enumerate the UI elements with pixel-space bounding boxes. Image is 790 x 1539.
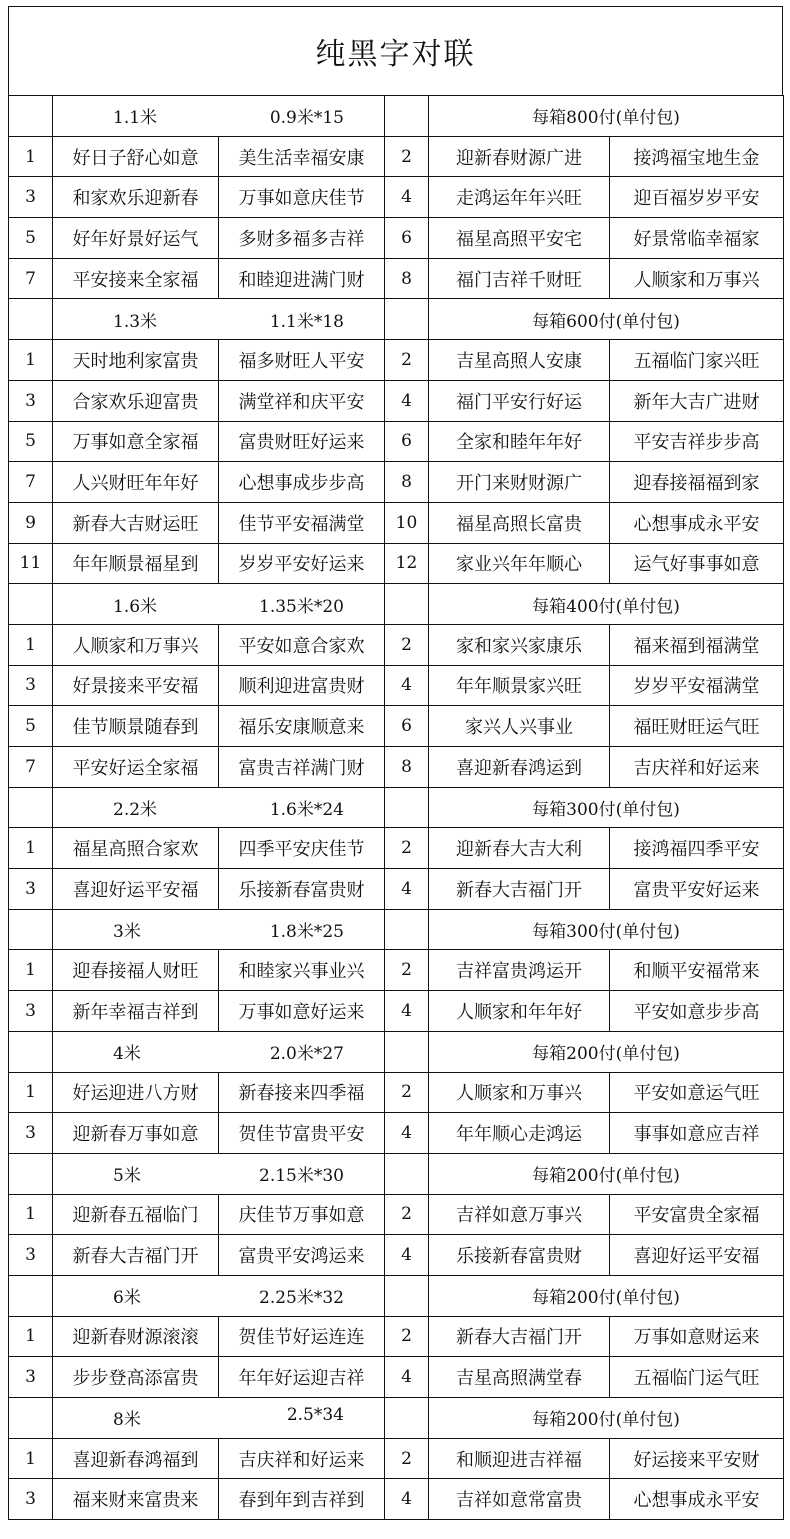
couplet-line-b: 平安如意运气旺 [610,1072,784,1113]
empty-cell [385,1275,429,1316]
group-dims: 1.35米*20 [259,596,344,617]
group-header-row [9,96,784,137]
group-dims: 0.9米*15 [269,108,344,129]
item-number: 3 [9,1113,53,1154]
group-size-pair [53,1405,384,1430]
empty-cell [385,584,429,625]
item-number: 2 [385,1072,429,1113]
empty-cell [9,1031,53,1072]
couplet-line-b: 心想事成永平安 [610,502,784,543]
couplet-row [9,1357,784,1398]
item-number: 3 [9,1357,53,1398]
empty-cell [9,909,53,950]
group-header-row [9,299,784,340]
item-number: 7 [9,747,53,788]
couplet-line-a: 福星高照平安宅 [429,218,610,259]
couplet-line-a: 福门吉祥千财旺 [429,258,610,299]
group-size: 8米 [113,1410,141,1431]
couplet-line-a: 喜迎好运平安福 [53,869,219,910]
couplet-line-b: 平安如意合家欢 [219,624,385,665]
item-number: 1 [9,1438,53,1479]
group-size-cell [53,909,385,950]
couplet-row [9,1438,784,1479]
item-number: 4 [385,380,429,421]
couplet-row [9,747,784,788]
group-packing: 每箱800付(单付包) [429,96,784,137]
couplet-line-a: 新春大吉福门开 [429,1316,610,1357]
group-size-cell [53,1275,385,1316]
couplet-row [9,543,784,584]
empty-cell [385,96,429,137]
couplet-line-a: 人顺家和万事兴 [429,1072,610,1113]
item-number: 1 [9,136,53,177]
group-header-row [9,787,784,828]
couplet-line-b: 富贵财旺好运来 [219,421,385,462]
item-number: 5 [9,421,53,462]
group-packing: 每箱200付(单付包) [429,1398,784,1439]
couplet-row [9,136,784,177]
group-header-row [9,1031,784,1072]
group-size-cell [53,1398,385,1439]
group-size-cell [53,299,385,340]
couplet-line-a: 人顺家和年年好 [429,991,610,1032]
item-number: 1 [9,1316,53,1357]
item-number: 2 [385,1194,429,1235]
item-number: 4 [385,869,429,910]
group-size: 1.6米 [113,596,158,617]
group-size-pair [53,1283,384,1308]
item-number: 7 [9,258,53,299]
couplet-line-b: 心想事成永平安 [610,1479,784,1520]
couplet-line-a: 家兴人兴事业 [429,706,610,747]
group-size: 2.2米 [113,800,158,821]
item-number: 2 [385,1316,429,1357]
couplet-line-b: 福乐安康顺意来 [219,706,385,747]
couplet-line-a: 年年顺景福星到 [53,543,219,584]
couplet-line-b: 吉庆祥和好运来 [219,1438,385,1479]
couplet-line-b: 贺佳节富贵平安 [219,1113,385,1154]
couplet-line-b: 满堂祥和庆平安 [219,380,385,421]
couplet-line-b: 迎百福岁岁平安 [610,177,784,218]
couplet-line-a: 迎新春五福临门 [53,1194,219,1235]
sheet-title: 纯黑字对联 [8,6,783,95]
couplet-line-b: 好运接来平安财 [610,1438,784,1479]
couplet-line-a: 家业兴年年顺心 [429,543,610,584]
couplet-line-b: 人顺家和万事兴 [610,258,784,299]
item-number: 2 [385,340,429,381]
item-number: 8 [385,747,429,788]
group-size: 1.3米 [113,311,158,332]
couplet-line-a: 全家和睦年年好 [429,421,610,462]
couplet-line-a: 家和家兴家康乐 [429,624,610,665]
couplet-table-body [9,96,784,1520]
group-size-pair [53,103,384,128]
group-size-cell [53,584,385,625]
couplet-line-a: 吉祥富贵鸿运开 [429,950,610,991]
group-packing: 每箱600付(单付包) [429,299,784,340]
couplet-line-b: 福多财旺人平安 [219,340,385,381]
couplet-row [9,177,784,218]
couplet-line-a: 喜迎新春鸿运到 [429,747,610,788]
couplet-line-a: 好景接来平安福 [53,665,219,706]
group-dims: 1.1米*18 [269,311,344,332]
couplet-line-b: 岁岁平安福满堂 [610,665,784,706]
couplet-line-b: 贺佳节好运连连 [219,1316,385,1357]
group-size-pair [53,307,384,332]
couplet-line-a: 福星高照长富贵 [429,502,610,543]
group-packing: 每箱300付(单付包) [429,787,784,828]
couplet-line-b: 万事如意庆佳节 [219,177,385,218]
couplet-line-a: 喜迎新春鸿福到 [53,1438,219,1479]
group-size-cell [53,787,385,828]
group-packing: 每箱300付(单付包) [429,909,784,950]
couplet-row [9,502,784,543]
couplet-line-a: 平安接来全家福 [53,258,219,299]
item-number: 6 [385,218,429,259]
group-dims: 2.25米*32 [259,1288,344,1309]
item-number: 3 [9,380,53,421]
couplet-line-b: 顺利迎进富贵财 [219,665,385,706]
couplet-row [9,950,784,991]
couplet-row [9,1113,784,1154]
group-packing: 每箱200付(单付包) [429,1153,784,1194]
couplet-line-a: 迎新春大吉大利 [429,828,610,869]
couplet-line-a: 吉祥如意万事兴 [429,1194,610,1235]
empty-cell [9,96,53,137]
couplet-line-b: 富贵吉祥满门财 [219,747,385,788]
group-header-row [9,1275,784,1316]
couplet-row [9,462,784,503]
couplet-row [9,991,784,1032]
couplet-row [9,1072,784,1113]
couplet-line-a: 年年顺景家兴旺 [429,665,610,706]
couplet-line-a: 人兴财旺年年好 [53,462,219,503]
group-header-row [9,1398,784,1439]
couplet-line-b: 心想事成步步高 [219,462,385,503]
group-size: 3米 [113,922,141,943]
item-number: 3 [9,177,53,218]
group-size-pair [53,917,384,942]
item-number: 4 [385,991,429,1032]
couplet-row [9,706,784,747]
couplet-row [9,665,784,706]
couplet-line-a: 开门来财财源广 [429,462,610,503]
item-number: 10 [385,502,429,543]
couplet-line-a: 迎春接福人财旺 [53,950,219,991]
couplet-line-b: 春到年到吉祥到 [219,1479,385,1520]
item-number: 1 [9,1194,53,1235]
couplet-line-b: 接鸿福宝地生金 [610,136,784,177]
couplet-line-a: 好年好景好运气 [53,218,219,259]
couplet-line-b: 美生活幸福安康 [219,136,385,177]
couplet-line-a: 合家欢乐迎富贵 [53,380,219,421]
item-number: 1 [9,828,53,869]
couplet-line-b: 平安富贵全家福 [610,1194,784,1235]
couplet-line-a: 年年顺心走鸿运 [429,1113,610,1154]
couplet-line-b: 万事如意好运来 [219,991,385,1032]
empty-cell [9,1153,53,1194]
couplet-line-a: 好日子舒心如意 [53,136,219,177]
couplet-row [9,421,784,462]
couplet-line-a: 佳节顺景随春到 [53,706,219,747]
empty-cell [9,787,53,828]
couplet-line-a: 新春大吉财运旺 [53,502,219,543]
couplet-price-sheet [8,6,783,1520]
group-header-row [9,909,784,950]
item-number: 6 [385,421,429,462]
item-number: 6 [385,706,429,747]
item-number: 2 [385,136,429,177]
group-header-row [9,1153,784,1194]
couplet-line-a: 新年幸福吉祥到 [53,991,219,1032]
couplet-line-a: 乐接新春富贵财 [429,1235,610,1276]
item-number: 3 [9,665,53,706]
empty-cell [385,1031,429,1072]
group-size: 5米 [113,1166,141,1187]
item-number: 3 [9,1479,53,1520]
group-size: 6米 [113,1288,141,1309]
item-number: 3 [9,1235,53,1276]
group-packing: 每箱400付(单付包) [429,584,784,625]
couplet-line-b: 庆佳节万事如意 [219,1194,385,1235]
item-number: 2 [385,950,429,991]
couplet-table [8,95,784,1520]
item-number: 1 [9,950,53,991]
couplet-line-b: 福来福到福满堂 [610,624,784,665]
item-number: 1 [9,340,53,381]
couplet-row [9,258,784,299]
couplet-row [9,869,784,910]
group-dims: 2.5*34 [286,1405,344,1426]
couplet-line-b: 新春接来四季福 [219,1072,385,1113]
group-header-row [9,584,784,625]
empty-cell [385,787,429,828]
couplet-row [9,624,784,665]
item-number: 12 [385,543,429,584]
empty-cell [385,1153,429,1194]
couplet-line-a: 天时地利家富贵 [53,340,219,381]
couplet-row [9,1479,784,1520]
couplet-line-a: 吉星高照人安康 [429,340,610,381]
group-dims: 1.8米*25 [269,922,344,943]
group-size-pair [53,795,384,820]
couplet-line-b: 和顺平安福常来 [610,950,784,991]
empty-cell [385,299,429,340]
couplet-line-b: 乐接新春富贵财 [219,869,385,910]
item-number: 4 [385,1479,429,1520]
item-number: 1 [9,1072,53,1113]
couplet-line-b: 好景常临幸福家 [610,218,784,259]
group-size-cell [53,1031,385,1072]
couplet-line-b: 和睦迎进满门财 [219,258,385,299]
couplet-line-a: 好运迎进八方财 [53,1072,219,1113]
couplet-row [9,828,784,869]
couplet-line-a: 吉祥如意常富贵 [429,1479,610,1520]
couplet-line-a: 人顺家和万事兴 [53,624,219,665]
empty-cell [385,1398,429,1439]
couplet-line-b: 岁岁平安好运来 [219,543,385,584]
couplet-line-a: 走鸿运年年兴旺 [429,177,610,218]
group-dims: 1.6米*24 [269,800,344,821]
couplet-row [9,380,784,421]
couplet-line-a: 吉星高照满堂春 [429,1357,610,1398]
couplet-line-b: 迎春接福福到家 [610,462,784,503]
group-size: 4米 [113,1044,141,1065]
couplet-line-b: 万事如意财运来 [610,1316,784,1357]
couplet-line-a: 步步登高添富贵 [53,1357,219,1398]
group-size-pair [53,1039,384,1064]
couplet-line-b: 多财多福多吉祥 [219,218,385,259]
couplet-row [9,1235,784,1276]
item-number: 11 [9,543,53,584]
couplet-line-a: 福星高照合家欢 [53,828,219,869]
item-number: 4 [385,1235,429,1276]
empty-cell [9,1398,53,1439]
couplet-line-a: 新春大吉福门开 [53,1235,219,1276]
couplet-line-a: 新春大吉福门开 [429,869,610,910]
couplet-line-a: 福来财来富贵来 [53,1479,219,1520]
couplet-row [9,1194,784,1235]
item-number: 7 [9,462,53,503]
couplet-line-a: 万事如意全家福 [53,421,219,462]
couplet-line-b: 接鸿福四季平安 [610,828,784,869]
couplet-line-a: 迎新春财源滚滚 [53,1316,219,1357]
empty-cell [9,1275,53,1316]
empty-cell [9,299,53,340]
couplet-line-b: 五福临门家兴旺 [610,340,784,381]
couplet-line-a: 迎新春万事如意 [53,1113,219,1154]
item-number: 4 [385,177,429,218]
couplet-line-b: 年年好运迎吉祥 [219,1357,385,1398]
couplet-line-b: 运气好事事如意 [610,543,784,584]
item-number: 2 [385,1438,429,1479]
couplet-line-a: 福门平安行好运 [429,380,610,421]
couplet-line-b: 新年大吉广进财 [610,380,784,421]
couplet-line-a: 和家欢乐迎新春 [53,177,219,218]
group-size-pair [53,592,384,617]
couplet-line-a: 平安好运全家福 [53,747,219,788]
item-number: 2 [385,828,429,869]
empty-cell [9,584,53,625]
item-number: 1 [9,624,53,665]
couplet-line-b: 佳节平安福满堂 [219,502,385,543]
item-number: 8 [385,462,429,503]
couplet-line-b: 平安如意步步高 [610,991,784,1032]
item-number: 9 [9,502,53,543]
couplet-line-b: 富贵平安鸿运来 [219,1235,385,1276]
couplet-line-b: 事事如意应吉祥 [610,1113,784,1154]
couplet-row [9,1316,784,1357]
group-size-pair [53,1161,384,1186]
group-packing: 每箱200付(单付包) [429,1275,784,1316]
item-number: 2 [385,624,429,665]
item-number: 8 [385,258,429,299]
group-size: 1.1米 [113,108,158,129]
couplet-row [9,218,784,259]
item-number: 5 [9,706,53,747]
group-dims: 2.0米*27 [269,1044,344,1065]
group-dims: 2.15米*30 [259,1166,344,1187]
item-number: 4 [385,665,429,706]
item-number: 4 [385,1113,429,1154]
group-size-cell [53,96,385,137]
couplet-line-b: 喜迎好运平安福 [610,1235,784,1276]
couplet-line-a: 迎新春财源广进 [429,136,610,177]
couplet-line-b: 吉庆祥和好运来 [610,747,784,788]
empty-cell [385,909,429,950]
couplet-line-b: 富贵平安好运来 [610,869,784,910]
item-number: 4 [385,1357,429,1398]
couplet-line-b: 五福临门运气旺 [610,1357,784,1398]
couplet-line-b: 和睦家兴事业兴 [219,950,385,991]
couplet-line-b: 福旺财旺运气旺 [610,706,784,747]
couplet-line-b: 平安吉祥步步高 [610,421,784,462]
couplet-line-a: 和顺迎进吉祥福 [429,1438,610,1479]
item-number: 3 [9,991,53,1032]
item-number: 5 [9,218,53,259]
group-size-cell [53,1153,385,1194]
couplet-line-b: 四季平安庆佳节 [219,828,385,869]
couplet-row [9,340,784,381]
group-packing: 每箱200付(单付包) [429,1031,784,1072]
item-number: 3 [9,869,53,910]
